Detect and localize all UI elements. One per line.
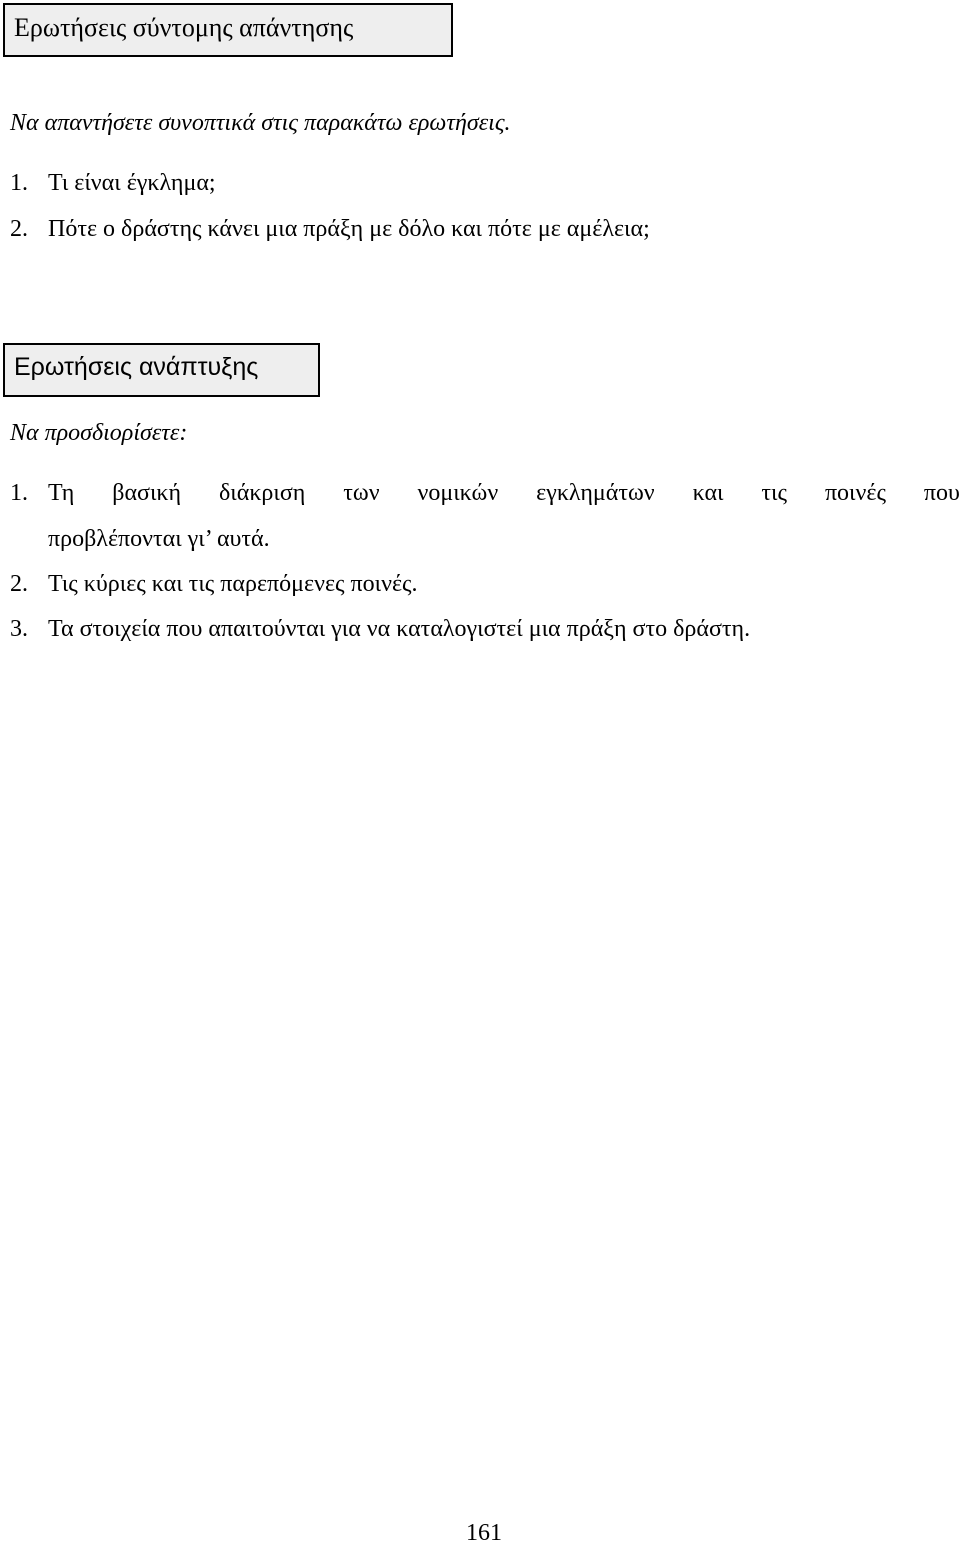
- question-number: 2.: [10, 571, 28, 597]
- word: εγκλημάτων: [536, 480, 655, 506]
- word: τις: [761, 480, 788, 506]
- question-number: 3.: [10, 616, 28, 642]
- question-text: Τα στοιχεία που απαιτούνται για να καταλογιστεί μια πράξη στο δράστη.: [48, 616, 751, 642]
- word: Τη: [48, 480, 75, 506]
- word: ποινές: [824, 480, 886, 506]
- question-text-continuation: προβλέπονται γι’ αυτά.: [48, 526, 270, 552]
- question-text: Πότε ο δράστης κάνει μια πράξη με δόλο και πότε με αμέλεια;: [48, 216, 650, 242]
- word: διάκριση: [219, 480, 306, 506]
- word: και: [692, 480, 724, 506]
- question-number: 1.: [10, 170, 28, 196]
- section-heading-essay: Ερωτήσεις ανάπτυξης: [3, 343, 320, 397]
- section-heading-short-answer: Ερωτήσεις σύντομης απάντησης: [3, 3, 453, 57]
- word: νομικών: [417, 480, 499, 506]
- question-text-justified: [48, 481, 960, 505]
- word: βασική: [112, 480, 182, 506]
- word: των: [343, 480, 380, 506]
- instruction-essay: Να προσδιορίσετε:: [10, 420, 188, 446]
- instruction-short-answer: Να απαντήσετε συνοπτικά στις παρακάτω ερωτήσεις.: [10, 110, 511, 136]
- question-text: Τι είναι έγκλημα;: [48, 170, 216, 196]
- word: που: [923, 480, 960, 506]
- question-number: 2.: [10, 216, 28, 242]
- question-text: Τις κύριες και τις παρεπόμενες ποινές.: [48, 571, 418, 597]
- question-number: 1.: [10, 480, 28, 506]
- page-number: 161: [466, 1520, 502, 1546]
